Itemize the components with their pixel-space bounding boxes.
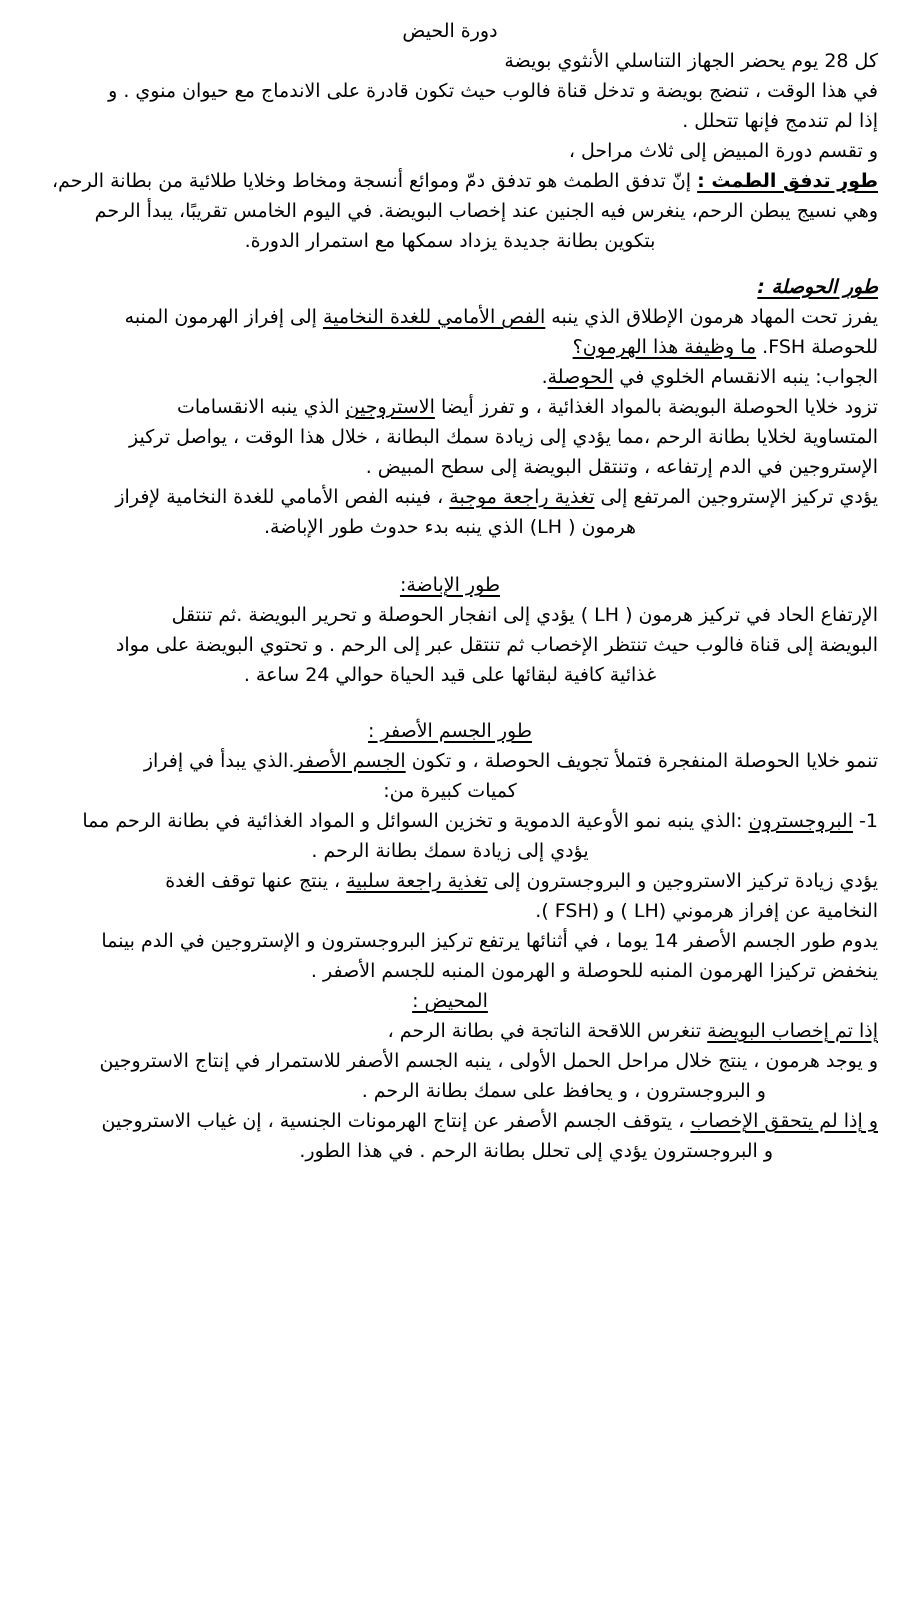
text-line (22, 630, 878, 660)
doc-title (22, 16, 878, 46)
text-segment: تنغرس اللاقحة الناتجة في بطانة الرحم ، (387, 1020, 708, 1042)
text-line (22, 422, 878, 452)
text-line (22, 196, 878, 226)
text-segment: 1- (853, 810, 878, 832)
text-segment: الفص الأمامي للغدة النخامية (322, 306, 546, 328)
text-line (22, 896, 878, 926)
text-segment: البويضة إلى قناة فالوب حيث تنتظر الإخصاب ثم تنتقل عبر إلى الرحم . و تحتوي البويضة على مواد (115, 634, 878, 656)
text-segment: المتساوية لخلايا بطانة الرحم ،مما يؤدي إلى زيادة سمك البطانة ، خلال هذا الوقت ، يواصل تركيز (129, 426, 878, 448)
text-segment: يفرز تحت المهاد هرمون الإطلاق الذي ينبه (545, 306, 878, 328)
text-line (22, 1106, 878, 1136)
text-segment: يؤدي إلى زيادة سمك بطانة الرحم . (311, 840, 589, 862)
text-segment: دورة الحيض (402, 20, 498, 42)
text-segment: إنّ تدفق الطمث هو تدفق دمّ وموائع أنسجة ومخاط وخلايا طلائية من بطانة الرحم، (51, 170, 698, 192)
text-segment: ما وظيفة هذا الهرمون؟ (572, 336, 757, 358)
text-segment: و تقسم دورة المبيض إلى ثلاث مراحل ، (568, 140, 878, 162)
text-segment: تنمو خلايا الحوصلة المنفجرة فتملأ تجويف الحوصلة ، و تكون (405, 750, 878, 772)
text-line (22, 136, 878, 166)
section-heading-corpus-luteum (22, 716, 878, 746)
text-line (22, 866, 878, 896)
text-line (22, 512, 878, 542)
text-segment: طور تدفق الطمث : (697, 170, 878, 192)
text-line (22, 392, 878, 422)
text-segment: و البروجسترون ، و يحافظ على سمك بطانة الرحم . (361, 1080, 766, 1102)
text-segment: إلى إفراز الهرمون المنبه (124, 306, 323, 328)
text-segment: يؤدي زيادة تركيز الاستروجين و البروجسترون إلى (487, 870, 878, 892)
text-segment: هرمون ( LH) الذي ينبه بدء حدوث طور الإباضة. (264, 516, 636, 538)
text-line (22, 956, 878, 986)
text-segment: إذا تم إخصاب البويضة (707, 1020, 878, 1042)
text-segment: و البروجسترون يؤدي إلى تحلل بطانة الرحم . في هذا الطور. (299, 1140, 773, 1162)
text-segment: تغذية راجعة موجبة (449, 486, 595, 508)
text-line (22, 926, 878, 956)
text-segment: الجسم الأصفر (294, 750, 406, 772)
text-line (22, 1136, 773, 1166)
text-segment: ، فينبه الفص الأمامي للغدة النخامية لإفراز (115, 486, 450, 508)
text-segment: الإرتفاع الحاد في تركيز هرمون ( LH ) يؤدي إلى انفجار الحوصلة و تحرير البويضة .ثم تنتقل (171, 604, 878, 626)
text-line (22, 452, 878, 482)
text-line (22, 362, 878, 392)
text-segment: الإستروجين في الدم إرتفاعه ، وتنتقل البويضة إلى سطح المبيض . (365, 456, 878, 478)
text-line (22, 1016, 878, 1046)
text-segment: و يوجد هرمون ، ينتج خلال مراحل الحمل الأولى ، ينبه الجسم الأصفر للاستمرار في إنتاج الاستروجين (99, 1050, 878, 1072)
text-line (22, 302, 878, 332)
text-segment: . (541, 366, 548, 388)
text-segment: كميات كبيرة من: (383, 780, 517, 802)
text-line (22, 332, 878, 362)
text-segment: ينخفض تركيزا الهرمون المنبه للحوصلة و الهرمون المنبه للجسم الأصفر . (310, 960, 878, 982)
text-line (22, 600, 878, 630)
text-segment: ، ينتج عنها توقف الغدة (165, 870, 347, 892)
text-segment: :الذي ينبه نمو الأوعية الدموية و تخزين السوائل و المواد الغذائية في بطانة الرحم مما (82, 810, 749, 832)
text-segment: المحيض : (412, 990, 488, 1012)
text-segment: ، يتوقف الجسم الأصفر عن إنتاج الهرمونات الجنسية ، إن غياب الاستروجين (101, 1110, 691, 1132)
text-line (22, 776, 878, 806)
text-line (22, 166, 878, 196)
text-segment: تزود خلايا الحوصلة البويضة بالمواد الغذائية ، و تفرز أيضا (434, 396, 878, 418)
text-segment: طور الحوصلة : (757, 276, 878, 298)
text-line (22, 76, 878, 106)
text-line (22, 482, 878, 512)
text-segment: كل 28 يوم يحضر الجهاز التناسلي الأنثوي بويضة (504, 50, 878, 72)
section-heading-follicle (22, 272, 878, 302)
text-line (22, 106, 878, 136)
text-segment: الجواب: ينبه الانقسام الخلوي في (613, 366, 878, 388)
text-segment: بتكوين بطانة جديدة يزداد سمكها مع استمرار الدورة. (244, 230, 656, 252)
text-line (22, 660, 878, 690)
text-segment: طور الجسم الأصفر : (368, 720, 532, 742)
text-segment: في هذا الوقت ، تنضج بويضة و تدخل قناة فالوب حيث تكون قادرة على الاندماج مع حيوان منوي . و (108, 80, 878, 102)
text-segment: يدوم طور الجسم الأصفر 14 يوما ، في أثنائها يرتفع تركيز البروجسترون و الإستروجين في الدم بينما (101, 930, 878, 952)
section-heading-ovulation (22, 570, 878, 600)
text-line (22, 46, 878, 76)
text-segment: الاستروجين (345, 396, 435, 418)
text-segment: تغذية راجعة سلبية (346, 870, 488, 892)
text-segment: الذي ينبه الانقسامات (176, 396, 346, 418)
text-segment: للحوصلة FSH. (756, 336, 878, 358)
text-segment: البروجسترون (748, 810, 853, 832)
text-segment: الحوصلة (547, 366, 614, 388)
text-segment: .الذي يبدأ في إفراز (143, 750, 295, 772)
text-line (22, 806, 878, 836)
text-line (22, 836, 878, 866)
text-segment: النخامية عن إفراز هرموني (LH ) و (FSH ). (535, 900, 878, 922)
text-segment: إذا لم تندمج فإنها تتحلل . (682, 110, 878, 132)
text-segment: يؤدي تركيز الإستروجين المرتفع إلى (594, 486, 878, 508)
text-segment: طور الإباضة: (399, 574, 501, 596)
text-line (22, 746, 878, 776)
text-segment: غذائية كافية لبقائها على قيد الحياة حوالي 24 ساعة . (243, 664, 657, 686)
section-heading-menstruation (22, 986, 878, 1016)
text-segment: وهي نسيج يبطن الرحم، ينغرس فيه الجنين عند إخصاب البويضة. في اليوم الخامس تقريبًا، يبدأ الرحم (94, 200, 878, 222)
text-line (22, 1076, 766, 1106)
text-line (22, 226, 878, 256)
text-segment: و إذا لم يتحقق الإخصاب (690, 1110, 878, 1132)
text-line (22, 1046, 878, 1076)
